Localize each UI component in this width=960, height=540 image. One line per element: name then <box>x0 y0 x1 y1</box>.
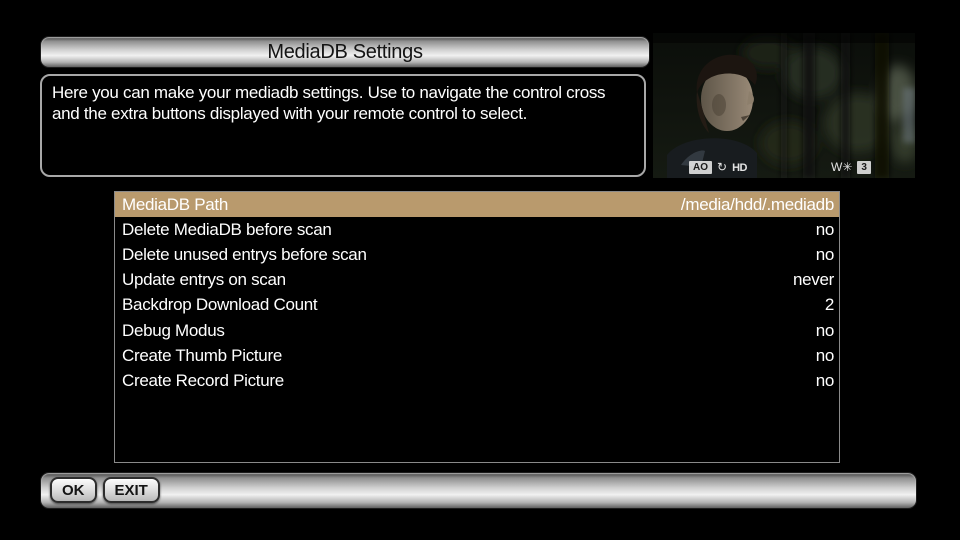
setting-value: never <box>792 270 834 290</box>
setting-label: Create Thumb Picture <box>122 345 282 365</box>
setting-value: 2 <box>824 295 834 315</box>
settings-list[interactable] <box>114 191 840 463</box>
ok-button[interactable]: OK <box>50 477 97 503</box>
video-preview <box>653 33 915 178</box>
settings-row-mediadb-path[interactable] <box>115 192 839 217</box>
page-title: MediaDB Settings <box>267 40 423 63</box>
widescreen-icon: W✳ <box>831 160 853 174</box>
settings-row-backdrop-download-count[interactable] <box>115 293 839 318</box>
setting-label: MediaDB Path <box>122 194 229 214</box>
settings-row-create-record-picture[interactable] <box>115 368 839 393</box>
broadcast-badges-left <box>689 160 747 175</box>
ao-badge: AO <box>689 161 712 174</box>
face-shadow <box>712 94 726 116</box>
setting-label: Create Record Picture <box>122 370 284 390</box>
title-bar <box>40 36 650 68</box>
replay-icon: ↻ <box>717 160 728 174</box>
setting-label: Delete unused entrys before scan <box>122 244 367 264</box>
hd-badge: HD <box>732 161 747 174</box>
three-badge: 3 <box>857 161 871 174</box>
setting-value: /media/hdd/.mediadb <box>680 194 834 214</box>
settings-row-delete-unused-entrys-before-scan[interactable] <box>115 242 839 267</box>
footer-bar <box>40 472 917 509</box>
setting-label: Backdrop Download Count <box>122 295 318 315</box>
setting-value: no <box>815 320 834 340</box>
description-panel <box>40 74 646 177</box>
setting-value: no <box>815 244 834 264</box>
setting-value: no <box>815 219 834 239</box>
footer-buttons <box>50 477 160 503</box>
setting-label: Update entrys on scan <box>122 270 286 290</box>
settings-row-create-thumb-picture[interactable] <box>115 343 839 368</box>
setting-label: Delete MediaDB before scan <box>122 219 332 239</box>
background-figure <box>903 88 915 143</box>
setting-value: no <box>815 345 834 365</box>
settings-row-debug-modus[interactable] <box>115 318 839 343</box>
settings-row-update-entrys-on-scan[interactable] <box>115 268 839 293</box>
broadcast-badges-right <box>831 160 871 175</box>
setting-label: Debug Modus <box>122 320 225 340</box>
settings-row-delete-mediadb-before-scan[interactable] <box>115 217 839 242</box>
exit-button[interactable]: EXIT <box>103 477 160 503</box>
video-scene <box>653 33 915 178</box>
description-text: Here you can make your mediadb settings. Use to navigate the control cross and the extra buttons displayed with your remote control to select. <box>52 83 606 124</box>
vignette-top <box>653 33 915 43</box>
setting-value: no <box>815 370 834 390</box>
